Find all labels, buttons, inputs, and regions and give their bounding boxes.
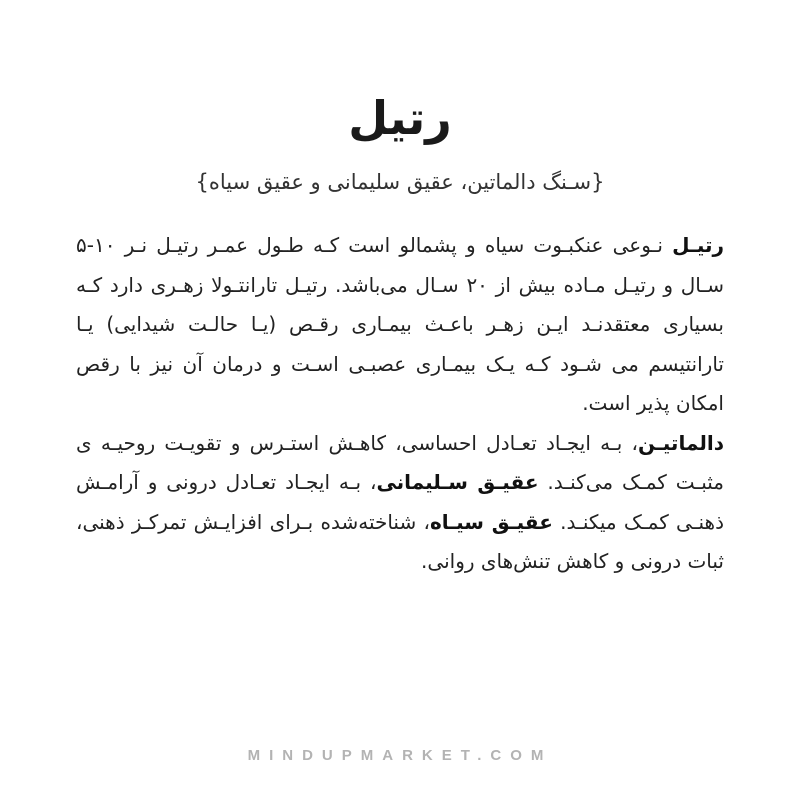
paragraph-stones bbox=[76, 424, 724, 582]
paragraph-text: ، بـه ایجـاد تعـادل احساسی، کاهـش استـرس و تقویـت روحیـه ی مثبـت کمـک می‌کنـد. bbox=[76, 430, 724, 494]
page-title: رتیل bbox=[348, 91, 452, 145]
body-text bbox=[76, 226, 724, 582]
term-tarantula: رتیـل bbox=[672, 233, 724, 257]
footer-website: MINDUPMARKET.COM bbox=[247, 747, 553, 764]
page-subtitle: {سـنگ دالماتین، عقیق سلیمانی و عقیق سیاه} bbox=[195, 170, 605, 194]
term-sulaimani-agate: عقیـق سـلیمانی bbox=[376, 470, 539, 494]
paragraph-text: ، شناخته‌شده بـرای افزایـش تمرکـز ذهنی، ثبات درونی و کاهش تنش‌های روانی. bbox=[76, 509, 724, 573]
paragraph-text: ، بـه ایجـاد تعـادل درونی و آرامـش ذهنـی کمـک میکنـد. bbox=[76, 470, 725, 534]
term-black-agate: عقیـق سیـاه bbox=[429, 509, 553, 534]
term-dalmatian: دالماتیـن bbox=[637, 430, 724, 455]
paragraph-text: نـوعی عنکبـوت سیاه و پشمالو است کـه طـول عمـر رتیـل نـر ۱۰-۵ سـال و رتیـل مـاده بیش از ۲۰ سـال می‌باشد. رتیـل تارانتـولا زهـری دارد کـه بسیاری معتقدنـد ایـن زهـر باعـث بیمـاری رقـص (یـا حالـت شیدایی) یـا تارانتیسم می شـود کـه یـک بیمـاری عصبـی اسـت و درمان آن نیز با رقص امکان پذیر است. bbox=[76, 233, 724, 415]
paragraph-tarantula bbox=[76, 226, 724, 424]
